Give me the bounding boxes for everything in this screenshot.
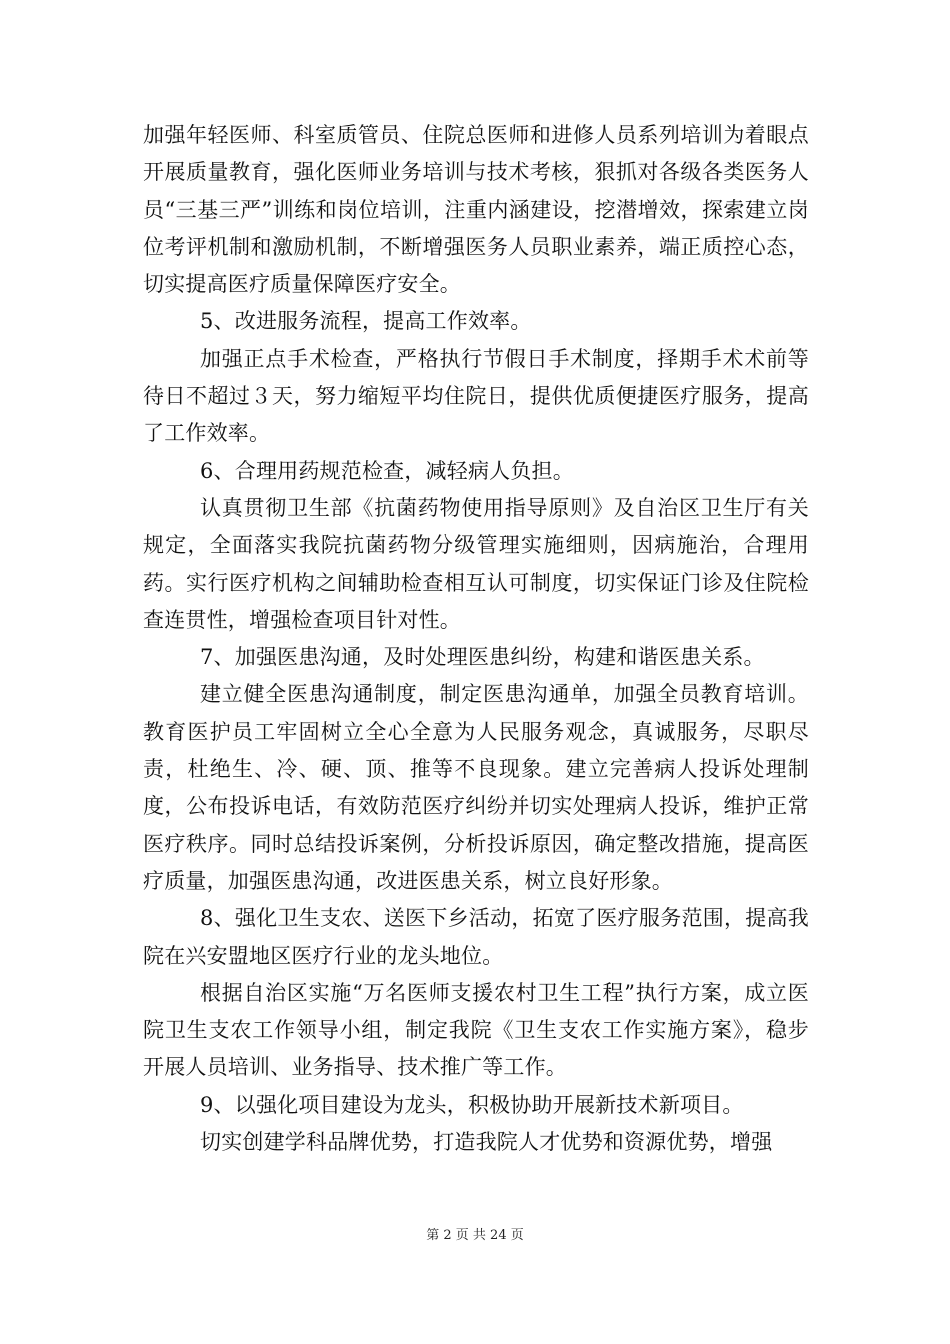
- paragraph-training: 加强年轻医师、科室质管员、住院总医师和进修人员系列培训为着眼点开展质量教育，强化医师业务培训与技术考核，狠抓对各级各类医务人员“三基三严”训练和岗位培训，注重内涵建设，挖潜增效，探索建立岗位考评机制和激励机制，不断增强医务人员职业素养，端正质控心态，切实提高医疗质量保障医疗安全。: [143, 123, 809, 297]
- paragraph-antibiotics: 认真贯彻卫生部《抗菌药物使用指导原则》及自治区卫生厅有关规定，全面落实我院抗菌药物分级管理实施细则，因病施治，合理用药。实行医疗机构之间辅助检查相互认可制度，切实保证门诊及住院检查连贯性，增强检查项目针对性。: [143, 495, 809, 632]
- paragraph-rural-support: 根据自治区实施“万名医师支援农村卫生工程”执行方案，成立医院卫生支农工作领导小组，制定我院《卫生支农工作实施方案》，稳步开展人员培训、业务指导、技术推广等工作。: [143, 980, 809, 1080]
- heading-item-5: 5、改进服务流程，提高工作效率。: [200, 309, 532, 334]
- heading-item-8: 8、强化卫生支农、送医下乡活动，拓宽了医疗服务范围，提高我院在兴安盟地区医疗行业的龙头地位。: [143, 906, 809, 968]
- heading-item-6: 6、合理用药规范检查，减轻病人负担。: [200, 458, 574, 483]
- heading-item-9: 9、以强化项目建设为龙头，积极协助开展新技术新项目。: [200, 1092, 744, 1117]
- page-number-footer: 第 2 页 共 24 页: [426, 1228, 524, 1243]
- paragraph-communication: 建立健全医患沟通制度，制定医患沟通单，加强全员教育培训。教育医护员工牢固树立全心全意为人民服务观念，真诚服务，尽职尽责，杜绝生、冷、硬、顶、推等不良现象。建立完善病人投诉处理制度，公布投诉电话，有效防范医疗纠纷并切实处理病人投诉，维护正常医疗秩序。同时总结投诉案例，分析投诉原因，确定整改措施，提高医疗质量，加强医患沟通，改进医患关系，树立良好形象。: [143, 682, 809, 893]
- heading-item-7: 7、加强医患沟通，及时处理医患纠纷，构建和谐医患关系。: [200, 645, 765, 670]
- paragraph-discipline: 切实创建学科品牌优势，打造我院人才优势和资源优势，增强: [200, 1130, 773, 1155]
- document-body: [143, 117, 809, 1161]
- paragraph-surgery: 加强正点手术检查，严格执行节假日手术制度，择期手术术前等待日不超过３天，努力缩短平均住院日，提供优质便捷医疗服务，提高了工作效率。: [143, 346, 809, 446]
